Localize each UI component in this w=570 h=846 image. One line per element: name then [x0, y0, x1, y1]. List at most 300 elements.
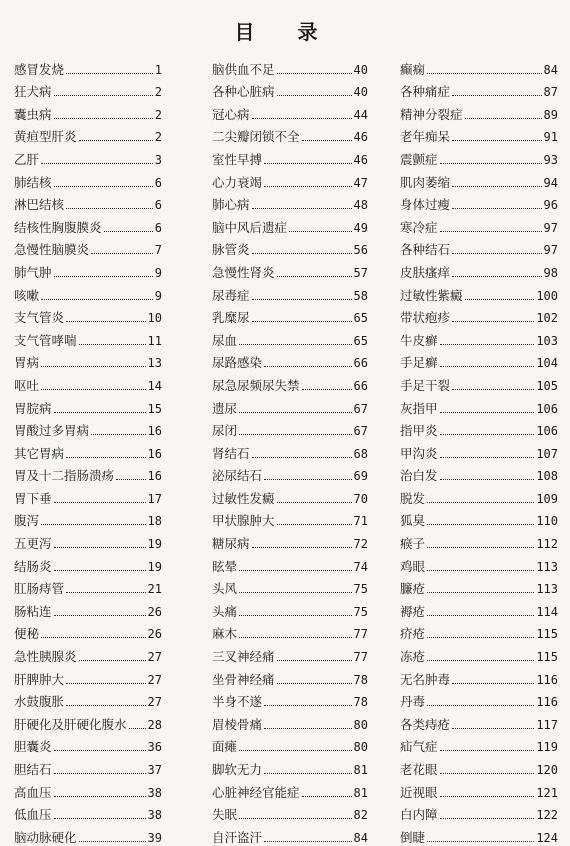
toc-entry: [212, 236, 368, 259]
toc-entry: [14, 145, 162, 168]
toc-entry: [14, 417, 162, 440]
dot-leader: [104, 231, 153, 232]
toc-entry-page: 11: [147, 333, 162, 348]
dot-leader: [239, 344, 352, 345]
dot-leader: [452, 683, 534, 684]
dot-leader: [54, 547, 146, 548]
toc-entry-page: 7: [154, 243, 162, 258]
toc-entry-title: 白内障: [400, 807, 438, 823]
dot-leader: [79, 841, 146, 842]
toc-entry-title: 手足干裂: [400, 377, 451, 393]
toc-entry-page: 66: [353, 378, 368, 393]
toc-entry-title: 肛肠痔管: [14, 581, 65, 597]
dot-leader: [277, 73, 352, 74]
toc-entry: [400, 78, 558, 101]
toc-entry-title: 结核性胸腹膜炎: [14, 219, 102, 235]
toc-entry-page: 108: [536, 469, 558, 484]
toc-entry-page: 39: [147, 830, 162, 845]
toc-entry-page: 70: [353, 491, 368, 506]
dot-leader: [440, 796, 535, 797]
toc-entry: [212, 145, 368, 168]
toc-entry: [400, 213, 558, 236]
toc-entry-page: 66: [353, 356, 368, 371]
toc-entry-title: 黄疸型肝炎: [14, 129, 77, 145]
toc-entry-page: 84: [543, 62, 558, 77]
toc-entry-title: 疝气症: [400, 739, 438, 755]
toc-entry-page: 65: [353, 311, 368, 326]
toc-entry-title: 眩晕: [212, 558, 238, 574]
toc-entry-page: 71: [353, 514, 368, 529]
toc-entry: [212, 100, 368, 123]
toc-entry-page: 105: [536, 378, 558, 393]
dot-leader: [427, 502, 534, 503]
toc-entry-page: 21: [147, 582, 162, 597]
dot-leader: [289, 231, 352, 232]
toc-entry: [400, 484, 558, 507]
toc-entry-title: 各种心脏病: [212, 84, 275, 100]
toc-entry-title: 冻疮: [400, 649, 426, 665]
toc-entry-title: 身体过瘦: [400, 197, 451, 213]
toc-entry-page: 40: [353, 85, 368, 100]
dot-leader: [41, 163, 153, 164]
dot-leader: [41, 524, 146, 525]
dot-leader: [440, 163, 542, 164]
toc-entry-title: 狂犬病: [14, 84, 52, 100]
dot-leader: [239, 818, 352, 819]
toc-entry: [212, 507, 368, 530]
toc-entry-title: 胆囊炎: [14, 739, 52, 755]
toc-entry-page: 87: [543, 85, 558, 100]
dot-leader: [440, 434, 535, 435]
dot-leader: [427, 637, 534, 638]
toc-entry: [400, 258, 558, 281]
toc-entry: [400, 417, 558, 440]
toc-entry: [14, 710, 162, 733]
dot-leader: [239, 592, 352, 593]
toc-entry-page: 44: [353, 107, 368, 122]
toc-entry: [212, 462, 368, 485]
toc-entry: [400, 507, 558, 530]
toc-entry: [14, 100, 162, 123]
dot-leader: [427, 73, 542, 74]
toc-entry-page: 102: [536, 311, 558, 326]
toc-entry-page: 75: [353, 582, 368, 597]
toc-entry: [14, 755, 162, 778]
toc-entry: [212, 642, 368, 665]
toc-entry: [212, 778, 368, 801]
toc-entry-page: 75: [353, 604, 368, 619]
toc-entry-page: 9: [154, 265, 162, 280]
toc-entry: [14, 191, 162, 214]
toc-entry-page: 2: [154, 85, 162, 100]
toc-entry: [400, 371, 558, 394]
dot-leader: [427, 524, 534, 525]
toc-entry-page: 56: [353, 243, 368, 258]
toc-entry-title: 呕吐: [14, 377, 40, 393]
dot-leader: [264, 366, 352, 367]
toc-entry-page: 94: [543, 175, 558, 190]
toc-entry-title: 尿血: [212, 332, 238, 348]
toc-entry: [14, 439, 162, 462]
toc-entry: [400, 281, 558, 304]
dot-leader: [440, 366, 535, 367]
toc-entry: [400, 55, 558, 78]
toc-entry: [212, 439, 368, 462]
toc-entry: [14, 236, 162, 259]
toc-entry-page: 124: [536, 830, 558, 845]
dot-leader: [277, 95, 352, 96]
toc-entry: [212, 575, 368, 598]
toc-entry-page: 69: [353, 469, 368, 484]
toc-entry-title: 老花眼: [400, 762, 438, 777]
toc-entry-page: 77: [353, 650, 368, 665]
toc-entry: [212, 710, 368, 733]
toc-entry-page: 27: [147, 650, 162, 665]
toc-entry-page: 110: [536, 514, 558, 529]
toc-entry-page: 78: [353, 672, 368, 687]
toc-entry-page: 81: [353, 785, 368, 800]
dot-leader: [252, 457, 352, 458]
toc-entry-title: 脑动脉硬化: [14, 829, 77, 845]
toc-entry-title: 肝脾肿大: [14, 671, 65, 687]
toc-entry-title: 臁疮: [400, 581, 426, 597]
toc-entry-page: 74: [353, 559, 368, 574]
toc-entry-page: 113: [536, 559, 558, 574]
toc-entry: [212, 552, 368, 575]
toc-entry-page: 36: [147, 740, 162, 755]
toc-entry: [400, 642, 558, 665]
toc-entry-page: 119: [536, 740, 558, 755]
toc-entry: [400, 755, 558, 778]
toc-entry-page: 57: [353, 265, 368, 280]
toc-entry-title: 低血压: [14, 807, 52, 823]
toc-entry: [212, 304, 368, 327]
toc-entry-page: 48: [353, 198, 368, 213]
toc-entry: [400, 349, 558, 372]
dot-leader: [54, 615, 146, 616]
toc-entry-title: 失眠: [212, 807, 238, 823]
toc-entry-page: 97: [543, 220, 558, 235]
toc-entry-title: 指甲炎: [400, 423, 438, 439]
toc-entry-page: 93: [543, 152, 558, 167]
toc-entry-page: 1: [154, 62, 162, 77]
toc-entry: [212, 529, 368, 552]
toc-entry-page: 27: [147, 672, 162, 687]
dot-leader: [54, 95, 153, 96]
dot-leader: [54, 502, 146, 503]
dot-leader: [66, 592, 146, 593]
dot-leader: [239, 434, 352, 435]
toc-entry-page: 84: [353, 830, 368, 845]
toc-entry: [400, 394, 558, 417]
dot-leader: [54, 276, 153, 277]
dot-leader: [277, 524, 352, 525]
dot-leader: [54, 570, 146, 571]
toc-entry-title: 支气管炎: [14, 310, 65, 326]
toc-entry-title: 带状疱疹: [400, 310, 451, 326]
toc-entry-title: 室性早搏: [212, 151, 263, 167]
dot-leader: [452, 208, 542, 209]
dot-leader: [264, 479, 352, 480]
toc-entry-page: 27: [147, 695, 162, 710]
toc-entry: [14, 123, 162, 146]
toc-entry-title: 冠心病: [212, 106, 250, 122]
toc-entry-title: 结肠炎: [14, 558, 52, 574]
toc-entry: [14, 620, 162, 643]
toc-entry-title: 二尖瓣闭锁不全: [212, 129, 300, 145]
toc-column-2: [212, 55, 368, 846]
toc-entry: [212, 371, 368, 394]
dot-leader: [239, 412, 352, 413]
dot-leader: [66, 457, 146, 458]
dot-leader: [440, 344, 535, 345]
toc-entry-title: 腹泻: [14, 513, 40, 529]
toc-entry-page: 26: [147, 604, 162, 619]
dot-leader: [452, 728, 534, 729]
toc-entry: [400, 326, 558, 349]
toc-entry: [212, 417, 368, 440]
dot-leader: [264, 773, 352, 774]
toc-entry-page: 16: [147, 469, 162, 484]
toc-entry-title: 老年痴呆: [400, 129, 451, 145]
toc-entry: [400, 236, 558, 259]
toc-entry-title: 五更泻: [14, 536, 52, 552]
toc-entry: [400, 597, 558, 620]
toc-entry: [212, 281, 368, 304]
toc-entry-title: 心脏神经官能症: [212, 784, 300, 800]
toc-entry-page: 16: [147, 446, 162, 461]
toc-entry-page: 80: [353, 717, 368, 732]
toc-entry: [14, 688, 162, 711]
toc-entry-title: 便秘: [14, 626, 40, 642]
dot-leader: [239, 615, 352, 616]
dot-leader: [66, 73, 153, 74]
toc-entry: [400, 620, 558, 643]
toc-entry: [400, 778, 558, 801]
toc-entry-title: 甲状腺肿大: [212, 513, 275, 529]
dot-leader: [440, 231, 542, 232]
toc-entry: [14, 394, 162, 417]
toc-entry-title: 急慢性肾炎: [212, 264, 275, 280]
toc-entry: [14, 371, 162, 394]
toc-entry-page: 115: [536, 650, 558, 665]
toc-entry-title: 坐骨神经痛: [212, 671, 275, 687]
toc-entry-page: 19: [147, 537, 162, 552]
toc-entry-page: 72: [353, 537, 368, 552]
toc-entry-title: 糖尿病: [212, 536, 250, 552]
toc-entry-page: 115: [536, 627, 558, 642]
toc-entry-page: 97: [543, 243, 558, 258]
toc-entry-page: 6: [154, 220, 162, 235]
toc-entry: [400, 575, 558, 598]
dot-leader: [239, 637, 352, 638]
dot-leader: [465, 299, 535, 300]
dot-leader: [302, 389, 352, 390]
toc-entry-page: 38: [147, 785, 162, 800]
toc-entry: [400, 823, 558, 846]
toc-entry-title: 瘊子: [400, 536, 426, 552]
toc-entry-page: 78: [353, 695, 368, 710]
toc-entry-page: 98: [543, 265, 558, 280]
toc-entry: [14, 529, 162, 552]
toc-entry-title: 震颤症: [400, 151, 438, 167]
dot-leader: [465, 118, 542, 119]
toc-entry: [400, 688, 558, 711]
toc-entry-title: 倒睫: [400, 829, 426, 845]
toc-entry-title: 狐臭: [400, 513, 426, 529]
toc-entry-title: 头风: [212, 581, 238, 597]
toc-entry-title: 泌尿结石: [212, 468, 263, 484]
toc-entry-title: 肝硬化及肝硬化腹水: [14, 716, 127, 732]
toc-entry-page: 67: [353, 424, 368, 439]
toc-entry-page: 49: [353, 220, 368, 235]
dot-leader: [54, 186, 153, 187]
dot-leader: [239, 570, 352, 571]
toc-entry-title: 乳糜尿: [212, 310, 250, 326]
dot-leader: [252, 547, 352, 548]
dot-leader: [427, 570, 534, 571]
toc-entry-title: 自汗盗汗: [212, 829, 263, 845]
dot-leader: [252, 321, 352, 322]
toc-entry-title: 尿路感染: [212, 355, 263, 371]
toc-entry-page: 113: [536, 582, 558, 597]
dot-leader: [79, 344, 146, 345]
toc-entry-page: 117: [536, 717, 558, 732]
toc-entry-title: 脑供血不足: [212, 61, 275, 77]
toc-entry-title: 三叉神经痛: [212, 649, 275, 665]
dot-leader: [54, 773, 146, 774]
dot-leader: [54, 750, 146, 751]
dot-leader: [277, 683, 352, 684]
dot-leader: [440, 457, 535, 458]
toc-entry-page: 17: [147, 491, 162, 506]
dot-leader: [252, 253, 352, 254]
toc-entry: [400, 145, 558, 168]
toc-entry-title: 胃病: [14, 355, 40, 371]
toc-entry: [14, 665, 162, 688]
toc-entry: [212, 55, 368, 78]
toc-entry-page: 116: [536, 695, 558, 710]
dot-leader: [440, 479, 535, 480]
dot-leader: [79, 140, 153, 141]
toc-entry: [212, 620, 368, 643]
dot-leader: [427, 592, 534, 593]
toc-entry-title: 眉棱骨痛: [212, 716, 263, 732]
toc-entry: [14, 778, 162, 801]
toc-entry-title: 肾结石: [212, 445, 250, 461]
dot-leader: [54, 118, 153, 119]
dot-leader: [264, 841, 352, 842]
toc-entry-page: 6: [154, 175, 162, 190]
dot-leader: [264, 186, 352, 187]
toc-entry-page: 9: [154, 288, 162, 303]
toc-entry: [400, 462, 558, 485]
toc-entry-page: 67: [353, 401, 368, 416]
toc-entry: [400, 191, 558, 214]
toc-entry-page: 37: [147, 763, 162, 777]
toc-entry: [400, 304, 558, 327]
toc-entry-title: 鸡眼: [400, 558, 426, 574]
toc-entry-page: 82: [353, 808, 368, 823]
toc-entry-page: 106: [536, 424, 558, 439]
toc-entry: [14, 642, 162, 665]
toc-entry: [400, 710, 558, 733]
toc-entry: [212, 801, 368, 824]
toc-entry: [14, 168, 162, 191]
dot-leader: [54, 412, 146, 413]
toc-entry-page: 91: [543, 130, 558, 145]
toc-entry-page: 2: [154, 130, 162, 145]
toc-entry-title: 皮肤瘙痒: [400, 264, 451, 280]
toc-entry-page: 28: [147, 717, 162, 732]
toc-entry-title: 遗尿: [212, 400, 238, 416]
toc-entry: [212, 326, 368, 349]
toc-entry-page: 116: [536, 672, 558, 687]
toc-entry-title: 心力衰竭: [212, 174, 263, 190]
toc-entry-title: 寒冷症: [400, 219, 438, 235]
toc-entry-title: 面瘫: [212, 739, 238, 755]
dot-leader: [452, 321, 534, 322]
toc-entry-title: 疥疮: [400, 626, 426, 642]
toc-entry-title: 脚软无力: [212, 762, 263, 777]
toc-entry: [14, 597, 162, 620]
toc-entry: [212, 597, 368, 620]
toc-entry: [400, 529, 558, 552]
dot-leader: [66, 208, 153, 209]
toc-entry-title: 胆结石: [14, 762, 52, 777]
toc-entry-title: 尿毒症: [212, 287, 250, 303]
toc-entry-title: 胃及十二指肠溃疡: [14, 468, 115, 484]
dot-leader: [116, 479, 146, 480]
toc-entry-title: 尿急尿频尿失禁: [212, 377, 300, 393]
toc-entry: [14, 462, 162, 485]
dot-leader: [427, 705, 534, 706]
toc-entry-title: 支气管哮喘: [14, 332, 77, 348]
dot-leader: [452, 95, 542, 96]
toc-entry-title: 麻木: [212, 626, 238, 642]
dot-leader: [452, 253, 542, 254]
toc-entry-page: 112: [536, 537, 558, 552]
toc-entry-title: 过敏性发癜: [212, 490, 275, 506]
toc-entry: [14, 349, 162, 372]
toc-entry: [14, 507, 162, 530]
dot-leader: [427, 841, 534, 842]
toc-entry-page: 106: [536, 401, 558, 416]
toc-entry: [400, 665, 558, 688]
dot-leader: [427, 660, 534, 661]
toc-entry: [400, 801, 558, 824]
dot-leader: [264, 728, 352, 729]
toc-entry-title: 过敏性紫癜: [400, 287, 463, 303]
dot-leader: [440, 773, 535, 774]
toc-entry: [14, 326, 162, 349]
dot-leader: [41, 637, 146, 638]
toc-entry: [212, 755, 368, 778]
toc-entry-page: 114: [536, 604, 558, 619]
toc-entry-title: 肠粘连: [14, 603, 52, 619]
toc-entry-title: 脑中风后遗症: [212, 219, 288, 235]
toc-entry-page: 40: [353, 62, 368, 77]
toc-entry-title: 脉管炎: [212, 242, 250, 258]
dot-leader: [452, 140, 542, 141]
dot-leader: [41, 299, 153, 300]
toc-entry: [14, 213, 162, 236]
toc-entry-title: 近视眼: [400, 784, 438, 800]
toc-entry-page: 15: [147, 401, 162, 416]
dot-leader: [427, 615, 534, 616]
toc-entry: [212, 213, 368, 236]
dot-leader: [79, 660, 146, 661]
